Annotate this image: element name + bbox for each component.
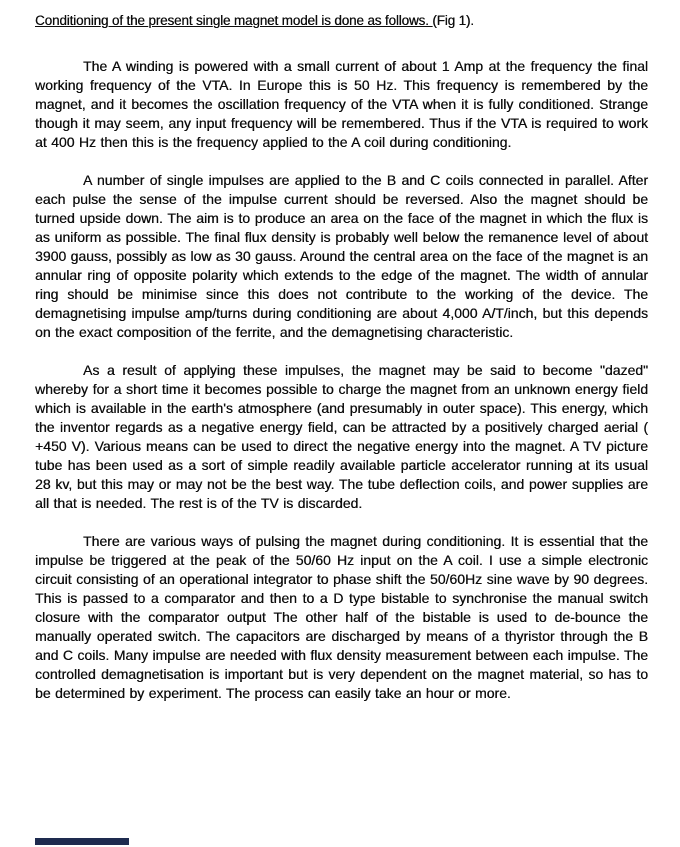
title-figure-reference: (Fig 1). <box>432 13 474 28</box>
paragraph-a-winding: The A winding is powered with a small current of about 1 Amp at the frequency the final working frequency of the VTA. In Europe this is 50 Hz. This frequency is remembered by the magnet, and it becomes the oscillation frequency of the VTA when it is fully conditioned. Strange though it may seem, any input frequency will be remembered. Thus if the VTA is required to work at 400 Hz then this is the frequency applied to the A coil during conditioning. <box>35 58 648 150</box>
paragraph-single-impulses: A number of single impulses are applied to the B and C coils connected in parallel. After each pulse the sense of the impulse current should be reversed. Also the magnet should be turned upside down. The aim is to produce an area on the face of the magnet in which the flux is as uniform as possible. The final flux density is probably well below the remanence level of about 3900 gauss, possibly as low as 30 gauss. Around the central area on the face of the magnet is an annular ring of opposite polarity which extends to the edge of the magnet. The width of annular ring should be minimise since this does not contribute to the working of the device. The demagnetising impulse amp/turns during conditioning are about 4,000 A/T/inch, but this depends on the exact composition of the ferrite, and the demagnetising characteristic. <box>35 172 648 340</box>
paragraph-pulsing-ways: There are various ways of pulsing the magnet during conditioning. It is essential that the impulse be triggered at the peak of the 50/60 Hz input on the A coil. I use a simple electronic circuit consisting of an operational integrator to phase shift the 50/60Hz sine wave by 90 degrees. This is passed to a comparator and then to a D type bistable to synchronise the manual switch closure with the comparator output The other half of the bistable is used to de-bounce the manually operated switch. The capacitors are discharged by means of a thyristor through the B and C coils. Many impulse are needed with flux density measurement between each impulse. The controlled demagnetisation is important but is very dependent on the magnet material, so has to be determined by experiment. The process can easily take an hour or more. <box>35 533 648 701</box>
scan-artifact-bar <box>35 838 129 845</box>
paragraph-dazed-magnet: As a result of applying these impulses, the magnet may be said to become "dazed" whereby for a short time it becomes possible to charge the magnet from an unknown energy field which is available in the earth's atmosphere (and presumably in outer space). This energy, which the inventor regards as a negative energy field, can be attracted by a positively charged aerial ( +450 V). Various means can be used to direct the negative energy into the magnet. A TV picture tube has been used as a sort of simple readily available particle accelerator running at its usual 28 kv, but this may or may not be the best way. The tube deflection coils, and power supplies are all that is needed. The rest is of the TV is discarded. <box>35 362 648 511</box>
title-underlined-text: Conditioning of the present single magnet model is done as follows. <box>35 13 433 28</box>
document-title <box>35 11 648 30</box>
